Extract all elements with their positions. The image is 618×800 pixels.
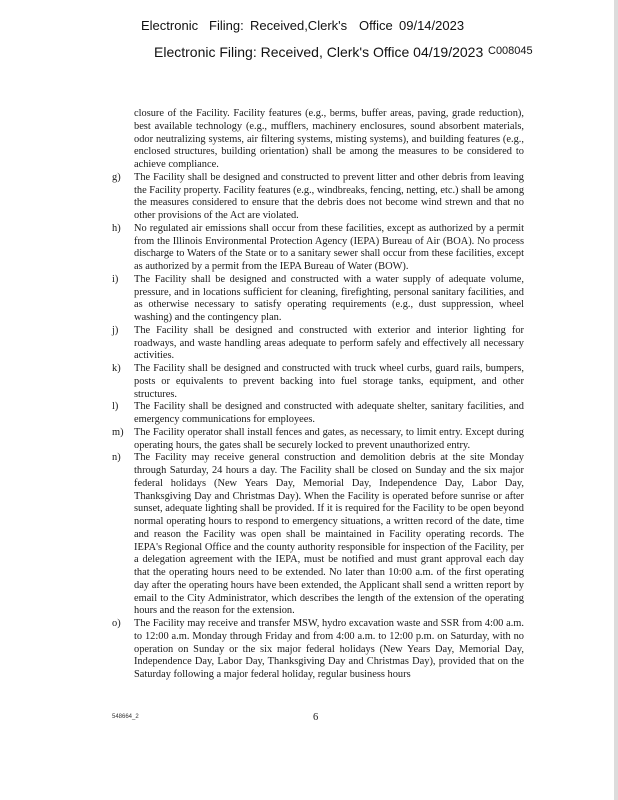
list-item-text: The Facility shall be designed and constructed to prevent litter and other debris from leaving the Facility property. Facility features (e.g., windbreaks, fencing, netting, etc.) shall be among the measures considered to ensure that the debris does not become wind strewn and that no other provisions of the Act are violated. xyxy=(134,171,525,221)
list-item-label: k) xyxy=(112,363,121,374)
list-item xyxy=(112,401,524,427)
list-item-label: h) xyxy=(112,222,121,234)
list-item xyxy=(112,274,524,325)
list-item-text: No regulated air emissions shall occur from these facilities, except as authorized by a permit from the Illinois Environmental Protection Agency (IEPA) Bureau of Air (BOA). No process discharge to Waters of the State or to a sanitary sewer shall occur from these facilities, except as authorized by a permit from the IEPA Bureau of Water (BOW). xyxy=(134,222,524,272)
list-item xyxy=(112,172,524,223)
list-item-text: The Facility operator shall install fences and gates, as necessary, to limit entry. Except during operating hours, the gates shall be securely locked to prevent unauthorized entry. xyxy=(134,426,524,451)
page-edge-shadow xyxy=(614,0,618,800)
list-item-text: The Facility shall be designed and constructed with a water supply of adequate volume, pressure, and in locations sufficient for cleaning, firefighting, personal sanitary facilities, and as otherwise necessary to satisfy operating requirements (e.g., dust suppression, wheel washing) and the contingency plan. xyxy=(134,273,524,323)
stamp-word: Filing: xyxy=(209,18,244,33)
list-item xyxy=(112,363,524,401)
list-item-text: The Facility shall be designed and constructed with truck wheel curbs, guard rails, bumpers, posts or equivalents to prevent backing into fuel storage tanks, equipment, and other structures. xyxy=(134,363,524,400)
list-item-text: The Facility may receive and transfer MSW, hydro excavation waste and SSR from 4:00 a.m. to 12:00 a.m. Monday through Friday and from 4:00 a.m. to 12:00 p.m. on Saturday, with no operation on Sunday or the six major federal holidays (New Years Day, Memorial Day, Independence Day, Labor Day, Thanksgiving Day and Christmas Day), provided that on the Saturday following a major federal holiday, regular business hours xyxy=(134,618,524,680)
list-item xyxy=(112,452,524,618)
stamp-word: 09/14/2023 xyxy=(399,18,465,33)
list-item-label: o) xyxy=(112,618,121,629)
stamp-word: Received,Clerk's xyxy=(250,18,348,33)
filing-stamp-top xyxy=(0,18,618,38)
page-number: 6 xyxy=(313,712,319,723)
list-item-text: The Facility may receive general construction and demolition debris at the site Monday through Saturday, 24 hours a day. The Facility shall be closed on Sunday and the six major federal holidays (New Years Day, Memorial Day, Independence Day, Labor Day, Thanksgiving Day and Christmas Day). When the Facility is operated before sunrise or after sunset, adequate lighting shall be provided. If it is required for the Facility to be open beyond normal operating hours to respond to emergency situations, a written record of the date, time and reason the Facility was open shall be maintained in Facility operating records. The IEPA's Regional Office and the county authority responsible for inspection of the Facility, per a delegation agreement with the IEPA, must be notified and must grant approval each day that the operating hours need to be extended. No later than 10:00 a.m. of the first operating day after the operating hours have been extended, the Applicant shall send a written report by email to the City Administrator, which describes the length of the extension of the operating hours and the reason for the extension. xyxy=(134,452,524,617)
filing-stamp-text: Electronic Filing: Received, Clerk's Office 04/19/2023 xyxy=(154,44,484,60)
list-item-label: n) xyxy=(112,452,121,464)
list-item-label: l) xyxy=(112,401,119,413)
filing-stamp-second xyxy=(0,44,618,66)
list-item xyxy=(112,427,524,453)
list-item-text: The Facility shall be designed and constructed with adequate shelter, sanitary facilities, and emergency communications for employees. xyxy=(134,401,524,425)
stamp-word: Office xyxy=(359,18,393,33)
continuation-paragraph: closure of the Facility. Facility features (e.g., berms, buffer areas, paving, grade reduction), best available technology (e.g., mufflers, machinery enclosures, sound absorbent materials, odor neutralizing systems, air filtering systems, misting systems), and building features (e.g., enclosed structures, building orientation) shall be among the measures to be considered to achieve compliance. xyxy=(134,108,524,170)
stamp-word: Electronic xyxy=(141,18,199,33)
list-item-label: i) xyxy=(112,273,119,285)
list-item xyxy=(112,325,524,363)
document-id: 548664_2 xyxy=(112,714,139,720)
list-item xyxy=(112,618,524,682)
list-item-label: j) xyxy=(112,324,119,336)
list-item-text: The Facility shall be designed and constructed with exterior and interior lighting for roadways, and waste handling areas adequate to perform safely and effectively all necessary activities. xyxy=(134,324,524,362)
list-item-label: g) xyxy=(112,171,121,183)
list-item-label: m) xyxy=(112,426,124,438)
document-body xyxy=(112,108,524,682)
bates-number: C008045 xyxy=(488,45,533,57)
list-item xyxy=(112,223,524,274)
